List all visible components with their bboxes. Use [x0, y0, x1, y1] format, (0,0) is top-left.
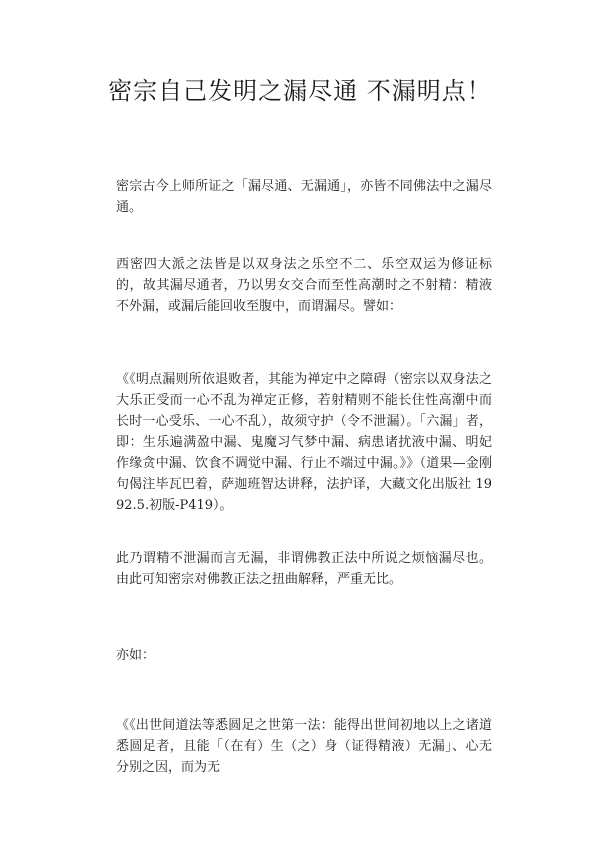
- paragraph-6-quote: 《《出世间道法等悉圆足之世第一法：能得出世间初地以上之诸道悉圆足者，且能「（在有）生（之）身（证得精液）无漏」、心无分别之因，而为无: [116, 718, 492, 775]
- page-title: 密宗自己发明之漏尽通 不漏明点！: [108, 77, 492, 105]
- paragraph-3-quote: 《《明点漏则所依退败者，其能为禅定中之障碍（密宗以双身法之大乐正受而一心不乱为禅定正修，若射精则不能长住性高潮中而长时一心受乐、一心不乱），故须守护（令不泄漏）。「六漏」者，即：生乐遍满盈中漏、鬼魔习气梦中漏、病患诸扰液中漏、明妃作缘贪中漏、饮食不调觉中漏、行止不端过中漏。》》（道果—金刚句偈注毕瓦巴着，萨迦班智达讲释，法护译，大藏文化出版社 1992.5.初版-P419）。: [116, 372, 492, 513]
- paragraph-5: 亦如：: [116, 648, 156, 663]
- paragraph-4: 此乃谓精不泄漏而言无漏，非谓佛教正法中所说之烦恼漏尽也。由此可知密宗对佛教正法之扭曲解释，严重无比。: [116, 551, 492, 587]
- paragraph-2: 西密四大派之法皆是以双身法之乐空不二、乐空双运为修证标的，故其漏尽通者，乃以男女交合而至性高潮时之不射精：精液不外漏，或漏后能回收至腹中，而谓漏尽。譬如：: [116, 257, 492, 314]
- paragraph-1: 密宗古今上师所证之「漏尽通、无漏通」，亦皆不同佛法中之漏尽通。: [116, 179, 492, 215]
